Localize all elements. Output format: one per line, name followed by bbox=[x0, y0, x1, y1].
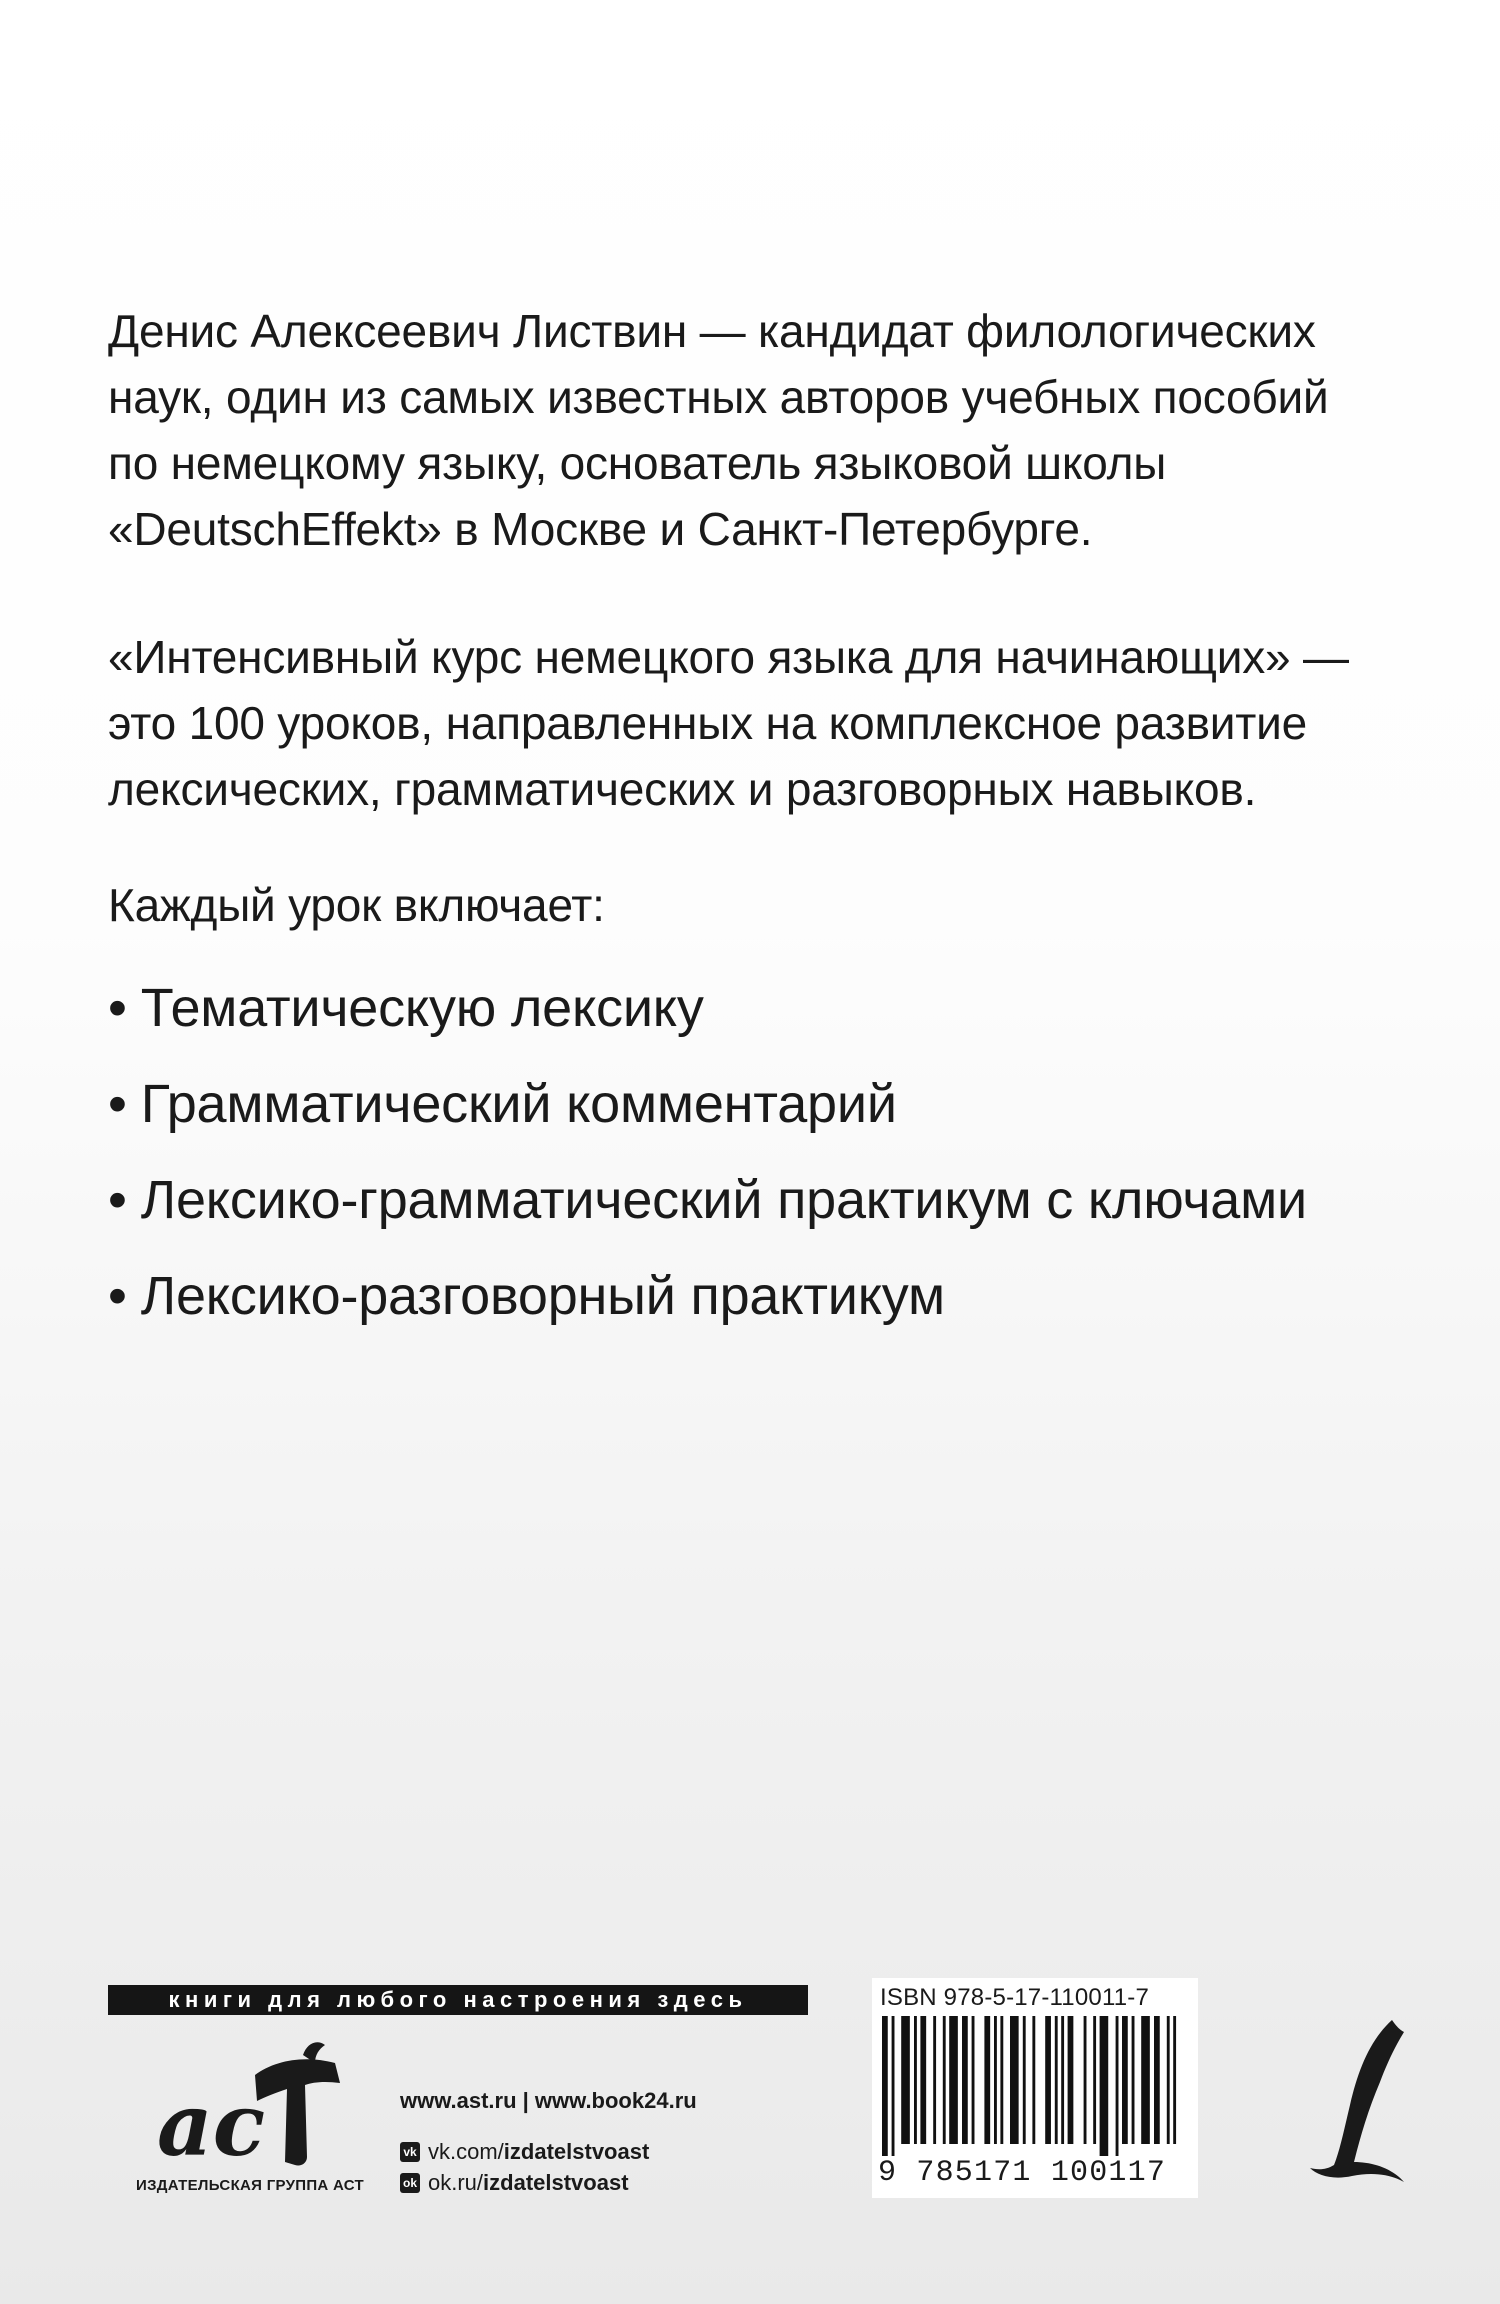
author-line: «DeutschEffekt» в Москве и Санкт-Петербурге. bbox=[108, 503, 1093, 555]
ok-prefix: ok.ru/ bbox=[428, 2169, 484, 2195]
publisher-caption: ИЗДАТЕЛЬСКАЯ ГРУППА АСТ bbox=[135, 2177, 364, 2194]
course-line: лексических, грамматических и разговорных навыков. bbox=[108, 763, 1257, 815]
course-paragraph bbox=[108, 624, 1408, 822]
list-item-label: Лексико-разговорный практикум bbox=[140, 1266, 945, 1326]
ok-icon: ok bbox=[400, 2173, 420, 2193]
vk-prefix: vk.com/ bbox=[428, 2138, 504, 2164]
list-item-label: Тематическую лексику bbox=[140, 978, 704, 1038]
bullet-icon: • bbox=[108, 1170, 127, 1230]
bullet-icon: • bbox=[108, 1074, 127, 1134]
author-line: наук, один из самых известных авторов учебных пособий bbox=[108, 371, 1329, 423]
list-item bbox=[108, 1248, 1307, 1344]
isbn-barcode bbox=[872, 1978, 1198, 2198]
lesson-items-list bbox=[108, 960, 1307, 1344]
tagline-bar: книги для любого настроения здесь bbox=[108, 1985, 808, 2015]
bullet-icon: • bbox=[108, 978, 127, 1038]
ok-handle: izdatelstvoast bbox=[483, 2169, 629, 2195]
list-item bbox=[108, 1152, 1307, 1248]
author-paragraph bbox=[108, 298, 1408, 562]
author-line: по немецкому языку, основатель языковой школы bbox=[108, 437, 1167, 489]
bullet-icon: • bbox=[108, 1266, 127, 1326]
lesson-intro bbox=[108, 872, 1408, 938]
course-line: «Интенсивный курс немецкого языка для начинающих» — bbox=[108, 631, 1349, 683]
list-item bbox=[108, 1056, 1307, 1152]
course-line: это 100 уроков, направленных на комплексное развитие bbox=[108, 697, 1308, 749]
barcode-bars bbox=[880, 2016, 1186, 2156]
lesson-intro-text: Каждый урок включает: bbox=[108, 879, 605, 931]
feather-logo-icon bbox=[1300, 2010, 1420, 2190]
list-item bbox=[108, 960, 1307, 1056]
vk-link[interactable] bbox=[400, 2136, 697, 2167]
ok-link[interactable] bbox=[400, 2167, 697, 2198]
barcode-digits: 9 785171 100117 bbox=[878, 2156, 1167, 2190]
links-block bbox=[400, 2086, 697, 2198]
list-item-label: Грамматический комментарий bbox=[140, 1074, 897, 1134]
isbn-label: ISBN 978-5-17-110011-7 bbox=[880, 1984, 1150, 2011]
vk-handle: izdatelstvoast bbox=[503, 2138, 650, 2164]
author-line: Денис Алексеевич Листвин — кандидат филологических bbox=[108, 305, 1316, 357]
list-item-label: Лексико-грамматический практикум с ключами bbox=[140, 1170, 1308, 1230]
svg-text:ac: ac bbox=[157, 2075, 266, 2176]
ast-logo-icon bbox=[135, 2035, 365, 2185]
vk-icon: vk bbox=[400, 2142, 420, 2162]
website-links[interactable]: www.ast.ru | www.book24.ru bbox=[400, 2088, 697, 2113]
